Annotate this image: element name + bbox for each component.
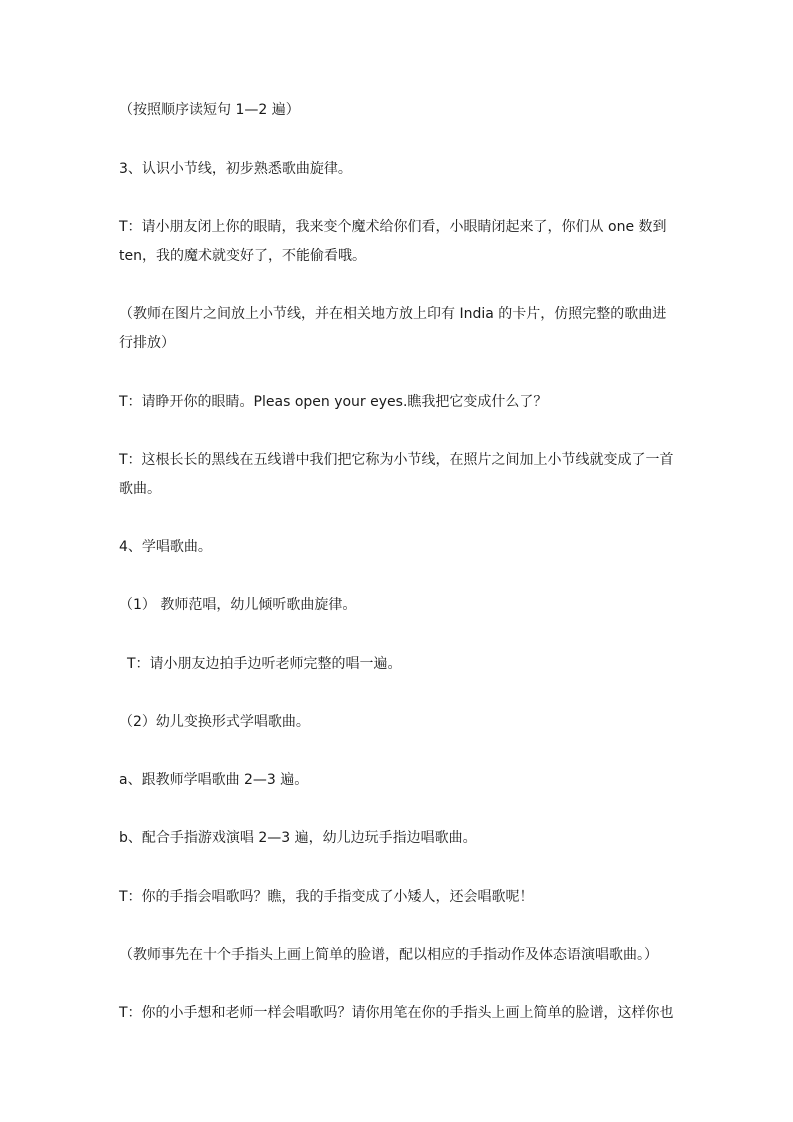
paragraph-finger-sing bbox=[119, 883, 679, 912]
text-line: T：这根长长的黑线在五线谱中我们把它称为小节线，在照片之间加上小节线就变成了一首 bbox=[119, 452, 674, 468]
text-line: T：你的小手想和老师一样会唱歌吗？请你用笔在你的手指头上画上简单的脸谱，这样你也 bbox=[119, 1005, 674, 1021]
paragraph-item-b bbox=[119, 824, 679, 853]
text-line: ten，我的魔术就变好了，不能偷看哦。 bbox=[119, 248, 366, 264]
paragraph-reading-instruction bbox=[119, 96, 679, 125]
paragraph-teacher-arrange bbox=[119, 300, 679, 358]
paragraph-step-4-heading bbox=[119, 533, 679, 562]
text-line: T：你的手指会唱歌吗？瞧，我的手指变成了小矮人，还会唱歌呢！ bbox=[119, 889, 534, 905]
paragraph-bar-line bbox=[119, 446, 679, 504]
text-line: （教师在图片之间放上小节线，并在相关地方放上印有 India 的卡片，仿照完整的歌曲进 bbox=[119, 306, 667, 322]
paragraph-open-eyes bbox=[119, 388, 679, 417]
text-line: 歌曲。 bbox=[119, 481, 161, 497]
paragraph-draw-faces bbox=[119, 999, 679, 1028]
paragraph-teacher-magic bbox=[119, 213, 679, 271]
paragraph-step-3-heading bbox=[119, 155, 679, 184]
text-line: b、配合手指游戏演唱 2—3 遍，幼儿边玩手指边唱歌曲。 bbox=[119, 830, 477, 846]
text-line: （2）幼儿变换形式学唱歌曲。 bbox=[119, 714, 310, 730]
paragraph-item-a bbox=[119, 766, 679, 795]
text-line: 行排放） bbox=[119, 335, 175, 351]
text-line: T：请小朋友闭上你的眼睛，我来变个魔术给你们看，小眼睛闭起来了，你们从 one 数到 bbox=[119, 219, 667, 235]
paragraph-teacher-demo bbox=[119, 591, 679, 620]
text-line: T：请小朋友边拍手边听老师完整的唱一遍。 bbox=[127, 656, 402, 672]
paragraph-teacher-faces bbox=[119, 941, 679, 970]
text-line: 4、学唱歌曲。 bbox=[119, 539, 212, 555]
text-line: （1） 教师范唱，幼儿倾听歌曲旋律。 bbox=[119, 597, 357, 613]
text-line: a、跟教师学唱歌曲 2—3 遍。 bbox=[119, 772, 309, 788]
paragraph-clap-listen bbox=[127, 650, 687, 679]
paragraph-learn-song bbox=[119, 708, 679, 737]
text-line: （按照顺序读短句 1—2 遍） bbox=[119, 102, 300, 118]
text-line: （教师事先在十个手指头上画上简单的脸谱，配以相应的手指动作及体态语演唱歌曲。） bbox=[119, 947, 658, 963]
text-line: T：请睁开你的眼睛。Pleas open your eyes.瞧我把它变成什么了？ bbox=[119, 394, 548, 410]
text-line: 3、认识小节线，初步熟悉歌曲旋律。 bbox=[119, 161, 352, 177]
